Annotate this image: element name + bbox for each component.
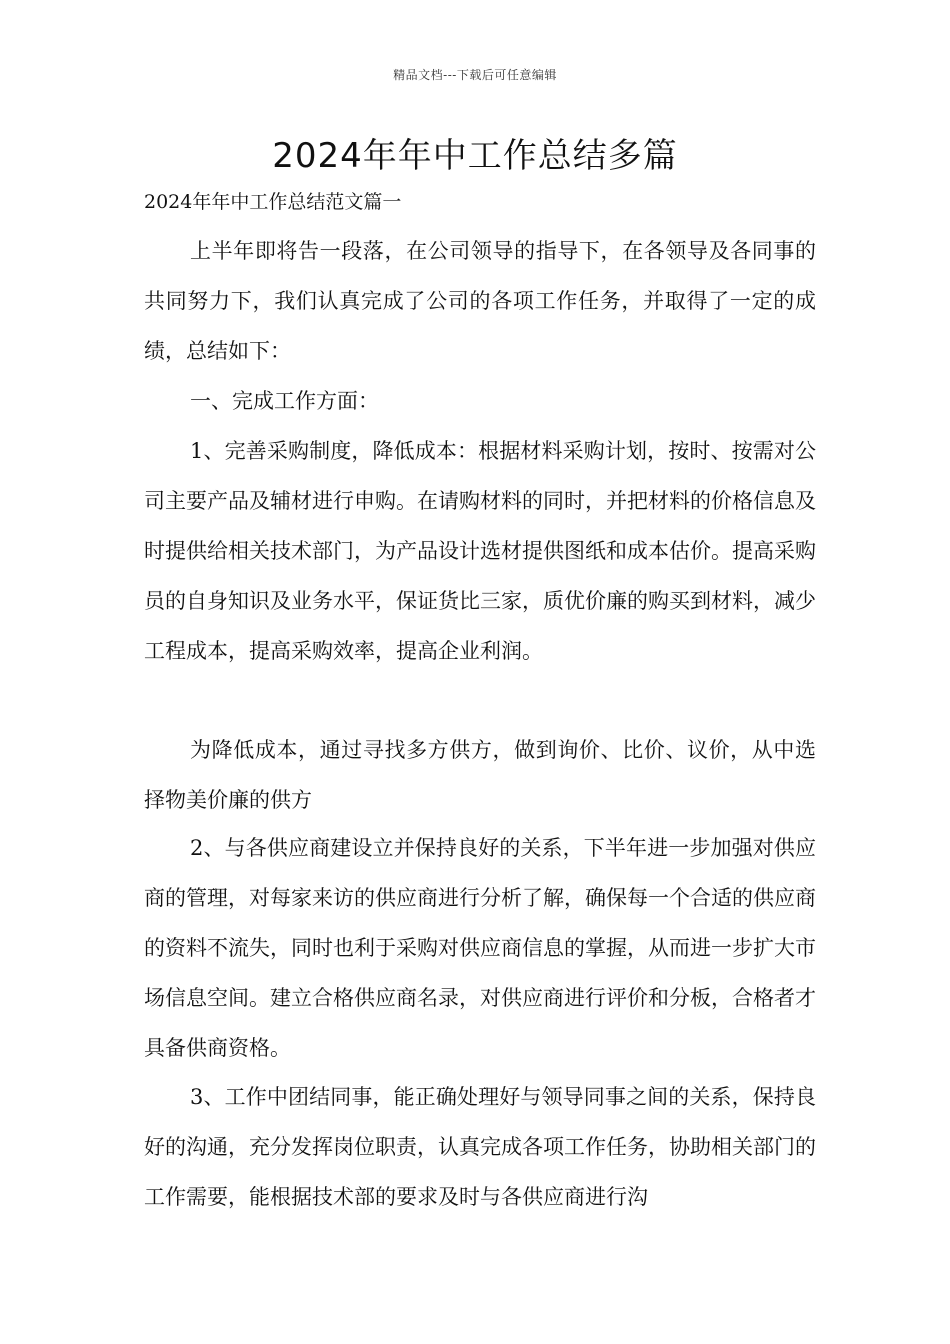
section-subtitle: 2024年年中工作总结范文篇一 (144, 191, 402, 213)
header-note: 精品文档---下载后可任意编辑 (393, 68, 557, 82)
paragraph-item-2: 2、与各供应商建设立并保持良好的关系，下半年进一步加强对供应商的管理，对每家来访的供应商进行分析了解，确保每一个合适的供应商的资料不流失，同时也利于采购对供应商信息的掌握，从而进一步扩大市场信息空间。建立合格供应商名录，对供应商进行评价和分板，合格者才具备供商资格。 (144, 836, 816, 1060)
section-heading-work: 一、完成工作方面： (190, 389, 379, 413)
paragraph-cost-reduction: 为降低成本，通过寻找多方供方，做到询价、比价、议价，从中选择物美价廉的供方 (144, 738, 816, 812)
document-title: 2024年年中工作总结多篇 (272, 136, 678, 176)
paragraph-item-3: 3、工作中团结同事，能正确处理好与领导同事之间的关系，保持良好的沟通，充分发挥岗位职责，认真完成各项工作任务，协助相关部门的工作需要，能根据技术部的要求及时与各供应商进行沟 (144, 1085, 816, 1209)
paragraph-intro: 上半年即将告一段落，在公司领导的指导下，在各领导及各同事的共同努力下，我们认真完成了公司的各项工作任务，并取得了一定的成绩，总结如下： (144, 239, 816, 363)
paragraph-item-1: 1、完善采购制度，降低成本：根据材料采购计划，按时、按需对公司主要产品及辅材进行申购。在请购材料的同时，并把材料的价格信息及时提供给相关技术部门，为产品设计选材提供图纸和成本估价。提高采购员的自身知识及业务水平，保证货比三家，质优价廉的购买到材料，减少工程成本，提高采购效率，提高企业利润。 (144, 439, 816, 663)
